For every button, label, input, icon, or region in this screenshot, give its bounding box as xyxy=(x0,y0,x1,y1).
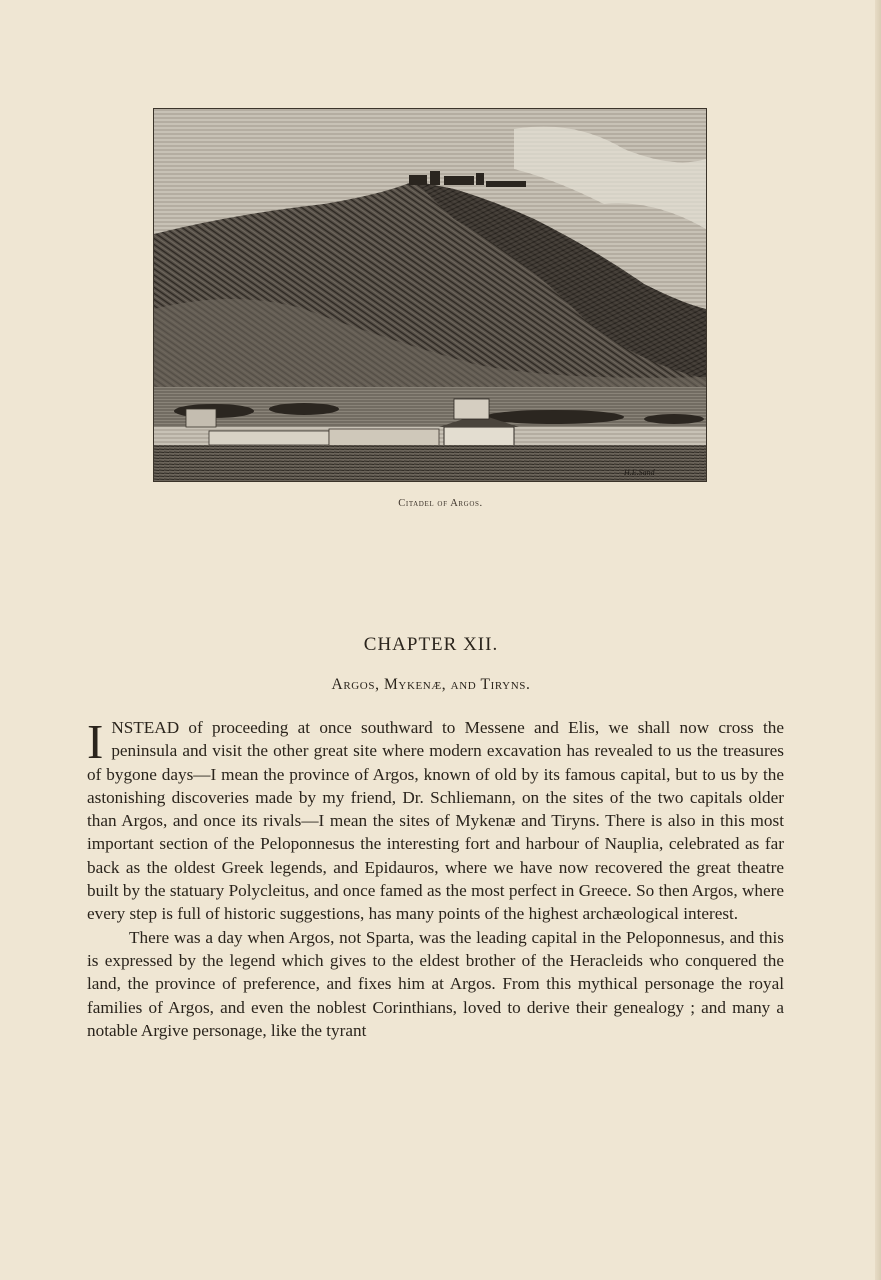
paragraph-1 xyxy=(87,716,784,926)
paragraph-1-lead: NSTEAD xyxy=(111,718,180,737)
paragraph-2: There was a day when Argos, not Sparta, was the leading capital in the Peloponnesus, and this is expressed by the legend which gives to the eldest brother of the Heracleids who conquered the land, the province of preference, and fixes him at Argos. From this mythical personage the royal families of Argos, and even the noblest Corinthians, loved to derive their genealogy ; and many a notable Argive personage, like the tyrant xyxy=(87,927,784,1040)
artist-signature: H.E.Sand xyxy=(624,468,655,477)
page-edge xyxy=(875,0,881,1280)
chapter-title: CHAPTER XII. xyxy=(363,634,499,655)
body-text xyxy=(87,716,784,1042)
citadel-of-argos-illustration xyxy=(153,108,707,482)
paragraph-1-text: of proceeding at once southward to Messene and Elis, we shall now cross the peninsula and visit the other great site where modern excavation has revealed to us the treasures of bygone days—I mean the province of Argos, known of old by its famous capital, but to us by the astonishing discoveries made by my friend, Dr. Schliemann, on the sites of the two capitals older than Argos, and once its rivals—I mean the sites of Mykenæ and Tiryns. There is also in this most important section of the Peloponnesus the interesting fort and harbour of Nauplia, celebrated as far back as the oldest Greek legends, and Epidauros, where we have now recovered the great theatre built by the statuary Polycleitus, and once famed as the most perfect in Greece. So then Argos, where every step is full of historic suggestions, has many points of the highest archæological interest. xyxy=(87,718,784,924)
drop-cap: I xyxy=(87,714,104,769)
chapter-subtitle: Argos, Mykenæ, and Tiryns. xyxy=(331,676,531,693)
figure-caption: Citadel of Argos. xyxy=(398,498,483,509)
